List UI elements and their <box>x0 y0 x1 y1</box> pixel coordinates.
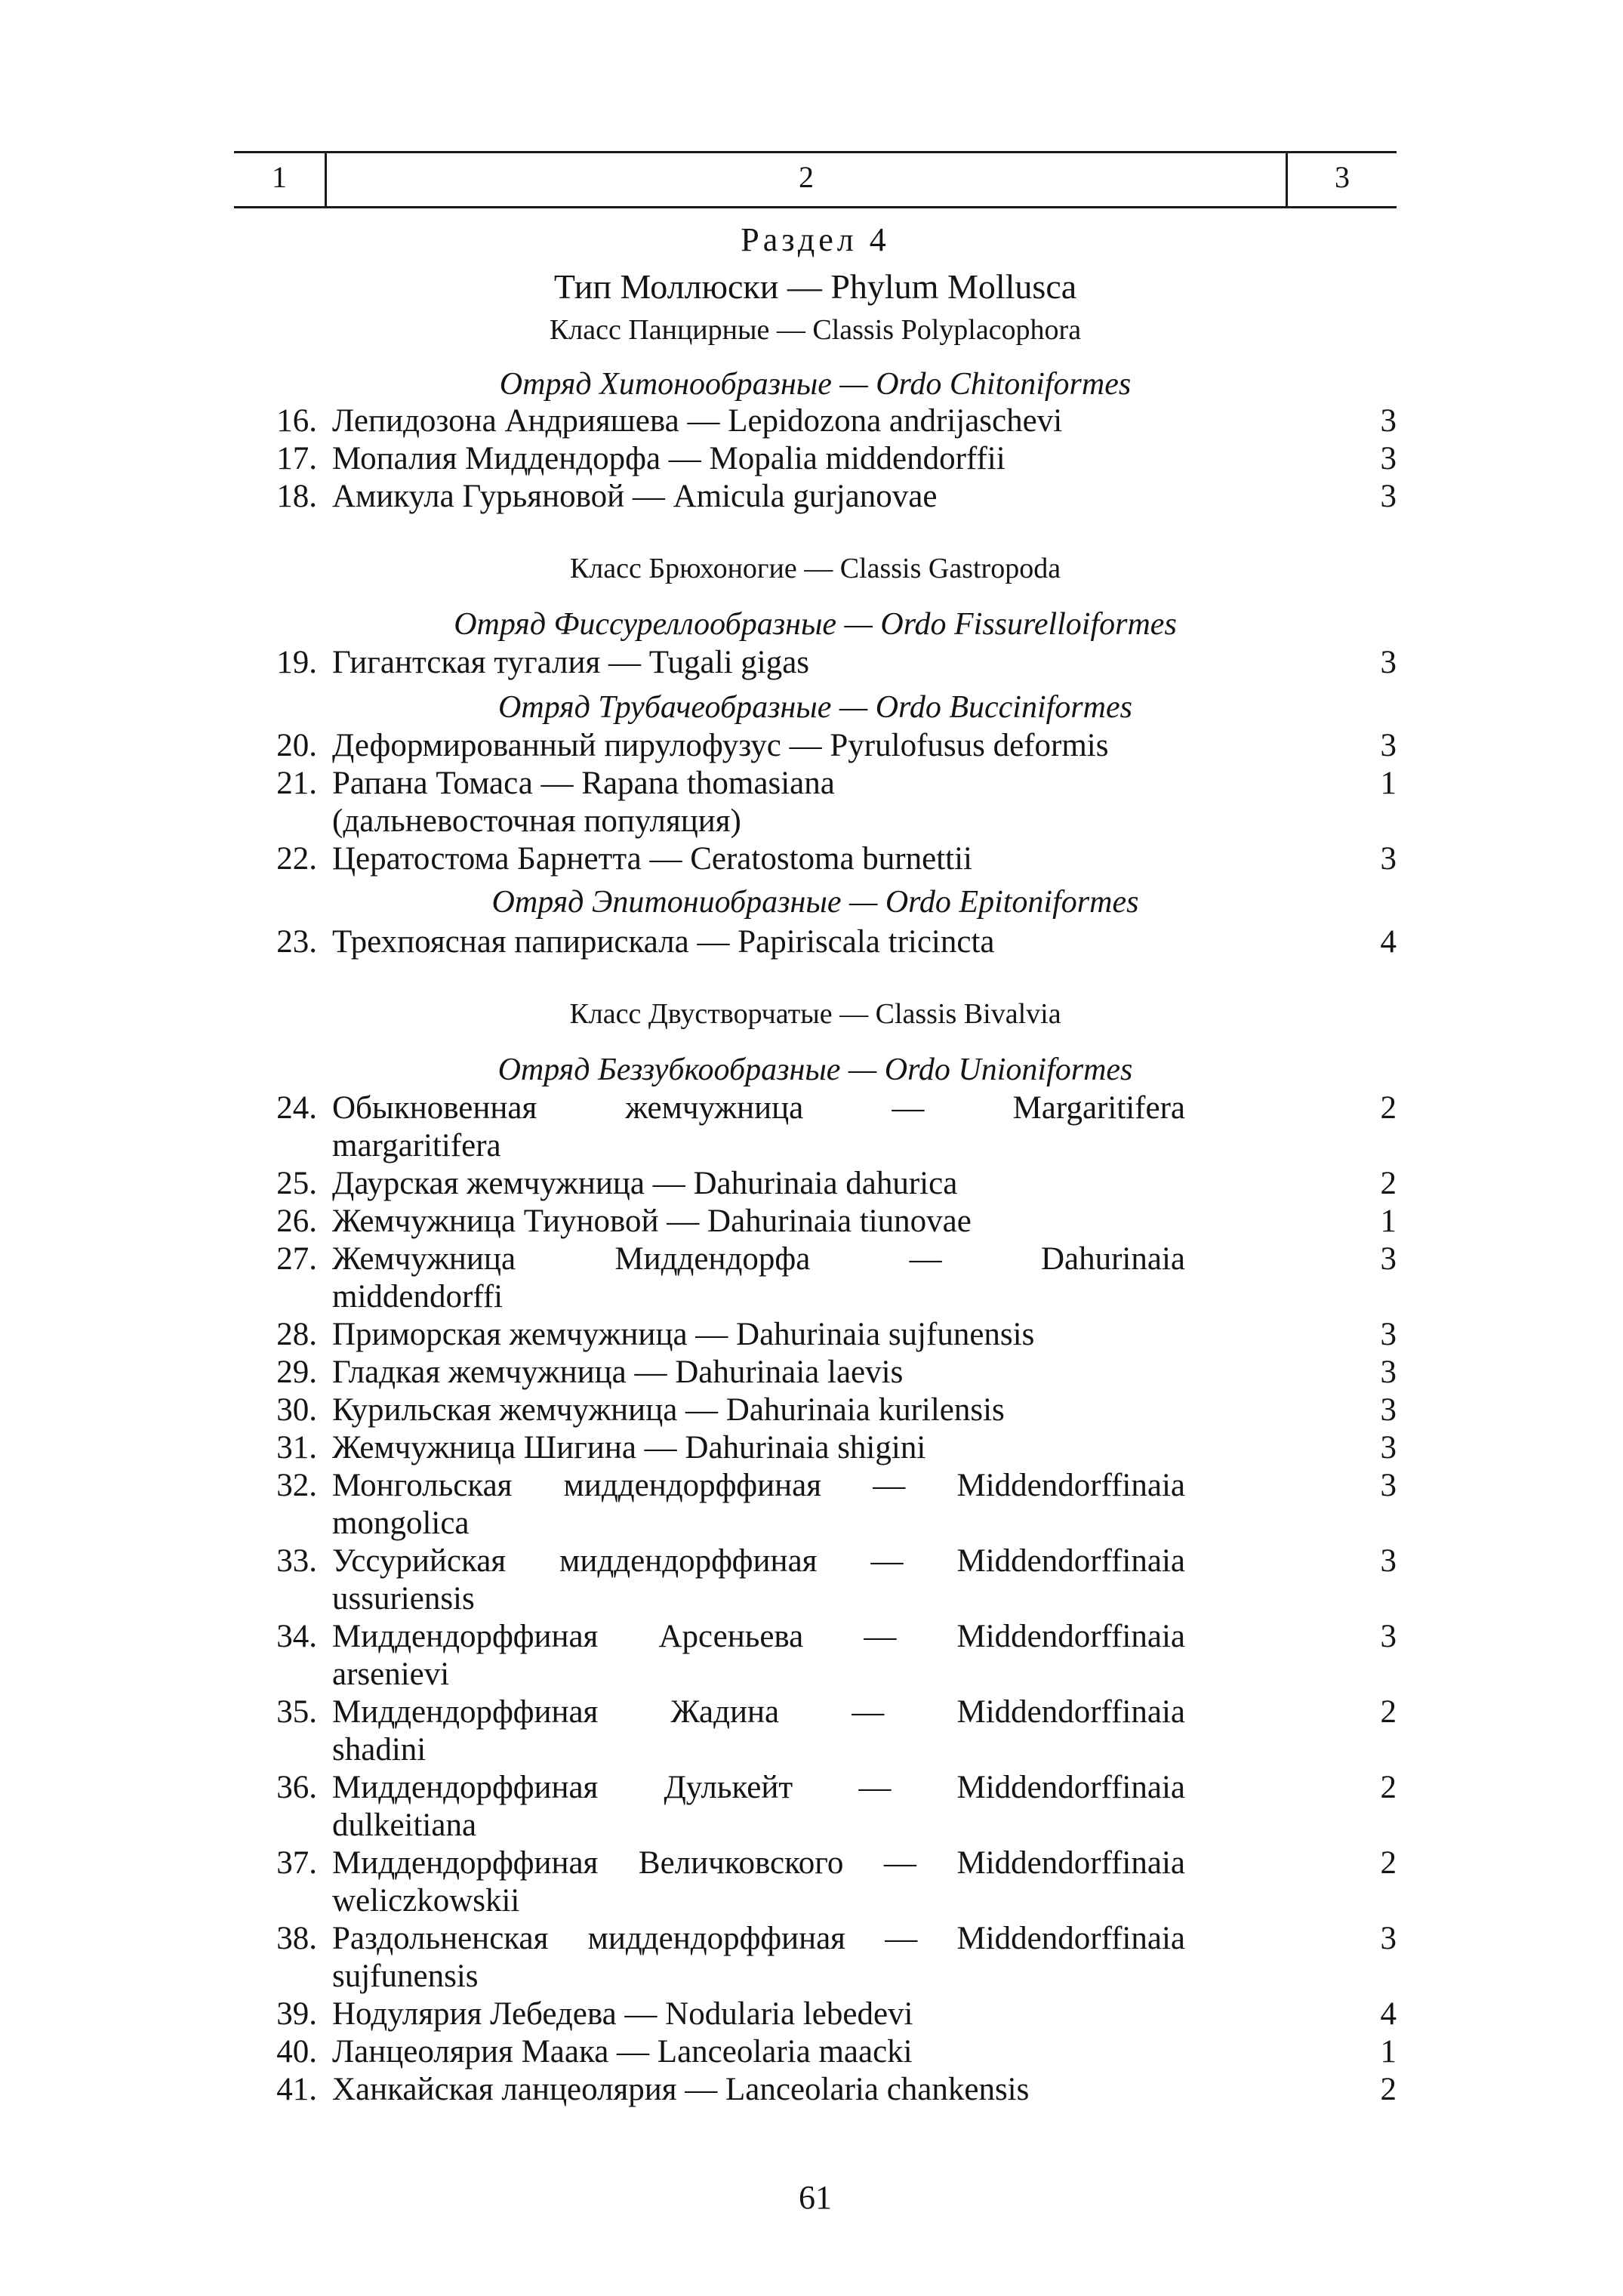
entry-number: 19. <box>276 645 317 680</box>
entry-category: 3 <box>1380 1392 1397 1428</box>
entry-name: Жемчужница Шигина — Dahurinaia shigini <box>332 1430 926 1465</box>
entry-number: 37. <box>276 1845 317 1881</box>
entry-number: 22. <box>276 841 317 877</box>
entry-name: Амикула Гурьяновой — Amicula gurjanovae <box>332 479 938 514</box>
class-heading: Класс Панцирные — Classis Polyplacophora <box>549 314 1082 346</box>
entry-category: 3 <box>1380 479 1397 514</box>
entry-name: Миддендорффиная Жадина — Middendorffinaia <box>332 1694 1185 1730</box>
entry-name: Раздольненская миддендорффиная — Middendorffinaia <box>332 1921 1185 1956</box>
entry-name: Миддендорффиная Арсеньева — Middendorffinaia <box>332 1619 1185 1654</box>
entry-number: 28. <box>276 1317 317 1352</box>
entry-category: 3 <box>1380 1619 1397 1654</box>
entry-category: 2 <box>1380 2072 1397 2107</box>
entry-number: 35. <box>276 1694 317 1730</box>
entry-category: 3 <box>1380 403 1397 439</box>
column-header-2: 2 <box>327 153 1288 206</box>
entry-name: Гладкая жемчужница — Dahurinaia laevis <box>332 1354 904 1390</box>
entry-number: 23. <box>276 924 317 960</box>
entry-name: Уссурийская миддендорффиная — Middendorffinaia <box>332 1543 1185 1579</box>
entry-name: Миддендорффиная Величковского — Middendorffinaia <box>332 1845 1185 1881</box>
entry-name-continuation: weliczkowskii <box>332 1883 520 1918</box>
entry-name: Гигантская тугалия — Tugali gigas <box>332 645 810 680</box>
entry-category: 2 <box>1380 1845 1397 1881</box>
entry-category: 3 <box>1380 1543 1397 1579</box>
entry-name: Монгольская миддендорффиная — Middendorffinaia <box>332 1468 1185 1503</box>
entry-name: Лепидозона Андрияшева — Lepidozona andrijaschevi <box>332 403 1063 439</box>
entry-category: 2 <box>1380 1166 1397 1201</box>
entry-name-continuation: sujfunensis <box>332 1959 479 1994</box>
entry-category: 3 <box>1380 1430 1397 1465</box>
entry-number: 29. <box>276 1354 317 1390</box>
entry-name: Нодулярия Лебедева — Nodularia lebedevi <box>332 1996 913 2032</box>
entry-name: Жемчужница Тиуновой — Dahurinaia tiunovae <box>332 1203 972 1239</box>
entry-name-continuation: middendorffi <box>332 1279 504 1314</box>
entry-category: 3 <box>1380 1921 1397 1956</box>
entry-number: 20. <box>276 728 317 763</box>
entry-name-continuation: mongolica <box>332 1505 470 1541</box>
entry-name: Ланцеолярия Маака — Lanceolaria maacki <box>332 2034 913 2069</box>
column-header-3: 3 <box>1335 160 1350 194</box>
entry-number: 38. <box>276 1921 317 1956</box>
entry-number: 36. <box>276 1770 317 1805</box>
entry-number: 39. <box>276 1996 317 2032</box>
entry-number: 34. <box>276 1619 317 1654</box>
class-heading: Класс Двустворчатые — Classis Bivalvia <box>569 998 1061 1030</box>
entry-name: Цератостома Барнетта — Ceratostoma burnettii <box>332 841 972 877</box>
column-header-row <box>234 151 1397 208</box>
entry-name: Трехпоясная папирискала — Papiriscala tricincta <box>332 924 995 960</box>
entry-number: 41. <box>276 2072 317 2107</box>
order-heading: Отряд Эпитониобразные — Ordo Epitoniformes <box>491 885 1139 920</box>
column-header-1: 1 <box>234 153 327 206</box>
entry-name: Обыкновенная жемчужница — Margaritifera <box>332 1090 1185 1126</box>
section-heading: Раздел 4 <box>741 221 890 258</box>
entry-name: Деформированный пирулофузус — Pyrulofusus deformis <box>332 728 1109 763</box>
entry-category: 3 <box>1380 728 1397 763</box>
entry-number: 25. <box>276 1166 317 1201</box>
entry-category: 3 <box>1380 1241 1397 1277</box>
entry-number: 16. <box>276 403 317 439</box>
entry-category: 3 <box>1380 1317 1397 1352</box>
entry-number: 40. <box>276 2034 317 2069</box>
entry-name: Мопалия Миддендорфа — Mopalia middendorffii <box>332 441 1006 476</box>
entry-name: Курильская жемчужница — Dahurinaia kurilensis <box>332 1392 1005 1428</box>
entry-name: Жемчужница Миддендорфа — Dahurinaia <box>332 1241 1185 1277</box>
entry-number: 33. <box>276 1543 317 1579</box>
document-page <box>234 151 1397 2265</box>
entry-number: 31. <box>276 1430 317 1465</box>
entry-name: Ханкайская ланцеолярия — Lanceolaria chankensis <box>332 2072 1030 2107</box>
entry-number: 27. <box>276 1241 317 1277</box>
entry-number: 30. <box>276 1392 317 1428</box>
class-heading: Класс Брюхоногие — Classis Gastropoda <box>569 553 1061 584</box>
phylum-title: Тип Моллюски — Phylum Mollusca <box>553 267 1077 306</box>
entry-name: Даурская жемчужница — Dahurinaia dahurica <box>332 1166 958 1201</box>
page-number: 61 <box>799 2179 832 2216</box>
order-heading: Отряд Трубачеобразные — Ordo Bucciniformes <box>498 690 1132 725</box>
entry-category: 3 <box>1380 1354 1397 1390</box>
entry-name-continuation: ussuriensis <box>332 1581 475 1616</box>
entry-name-continuation: (дальневосточная популяция) <box>332 803 741 839</box>
entry-name: Миддендорффиная Дулькейт — Middendorffinaia <box>332 1770 1185 1805</box>
order-heading: Отряд Фиссуреллообразные — Ordo Fissurelloiformes <box>454 607 1177 642</box>
entry-category: 2 <box>1380 1770 1397 1805</box>
entry-number: 26. <box>276 1203 317 1239</box>
entry-number: 18. <box>276 479 317 514</box>
entry-category: 1 <box>1380 2034 1397 2069</box>
entry-category: 3 <box>1380 841 1397 877</box>
entry-name-continuation: arsenievi <box>332 1657 450 1692</box>
entry-name-continuation: shadini <box>332 1732 427 1767</box>
order-heading: Отряд Хитонообразные — Ordo Chitoniformes <box>499 367 1132 402</box>
entry-number: 21. <box>276 766 317 801</box>
entry-name: Рапана Томаса — Rapana thomasiana <box>332 766 835 801</box>
entry-category: 3 <box>1380 441 1397 476</box>
entry-name-continuation: margaritifera <box>332 1128 501 1163</box>
entry-category: 4 <box>1380 924 1397 960</box>
entry-number: 32. <box>276 1468 317 1503</box>
entry-category: 2 <box>1380 1694 1397 1730</box>
entry-category: 2 <box>1380 1090 1397 1126</box>
entry-number: 17. <box>276 441 317 476</box>
entry-number: 24. <box>276 1090 317 1126</box>
entry-category: 1 <box>1380 1203 1397 1239</box>
entry-name: Приморская жемчужница — Dahurinaia sujfunensis <box>332 1317 1035 1352</box>
entry-category: 1 <box>1380 766 1397 801</box>
entry-category: 4 <box>1380 1996 1397 2032</box>
entry-name-continuation: dulkeitiana <box>332 1808 477 1843</box>
entry-category: 3 <box>1380 645 1397 680</box>
entry-category: 3 <box>1380 1468 1397 1503</box>
order-heading: Отряд Беззубкообразные — Ordo Unioniformes <box>497 1052 1133 1087</box>
